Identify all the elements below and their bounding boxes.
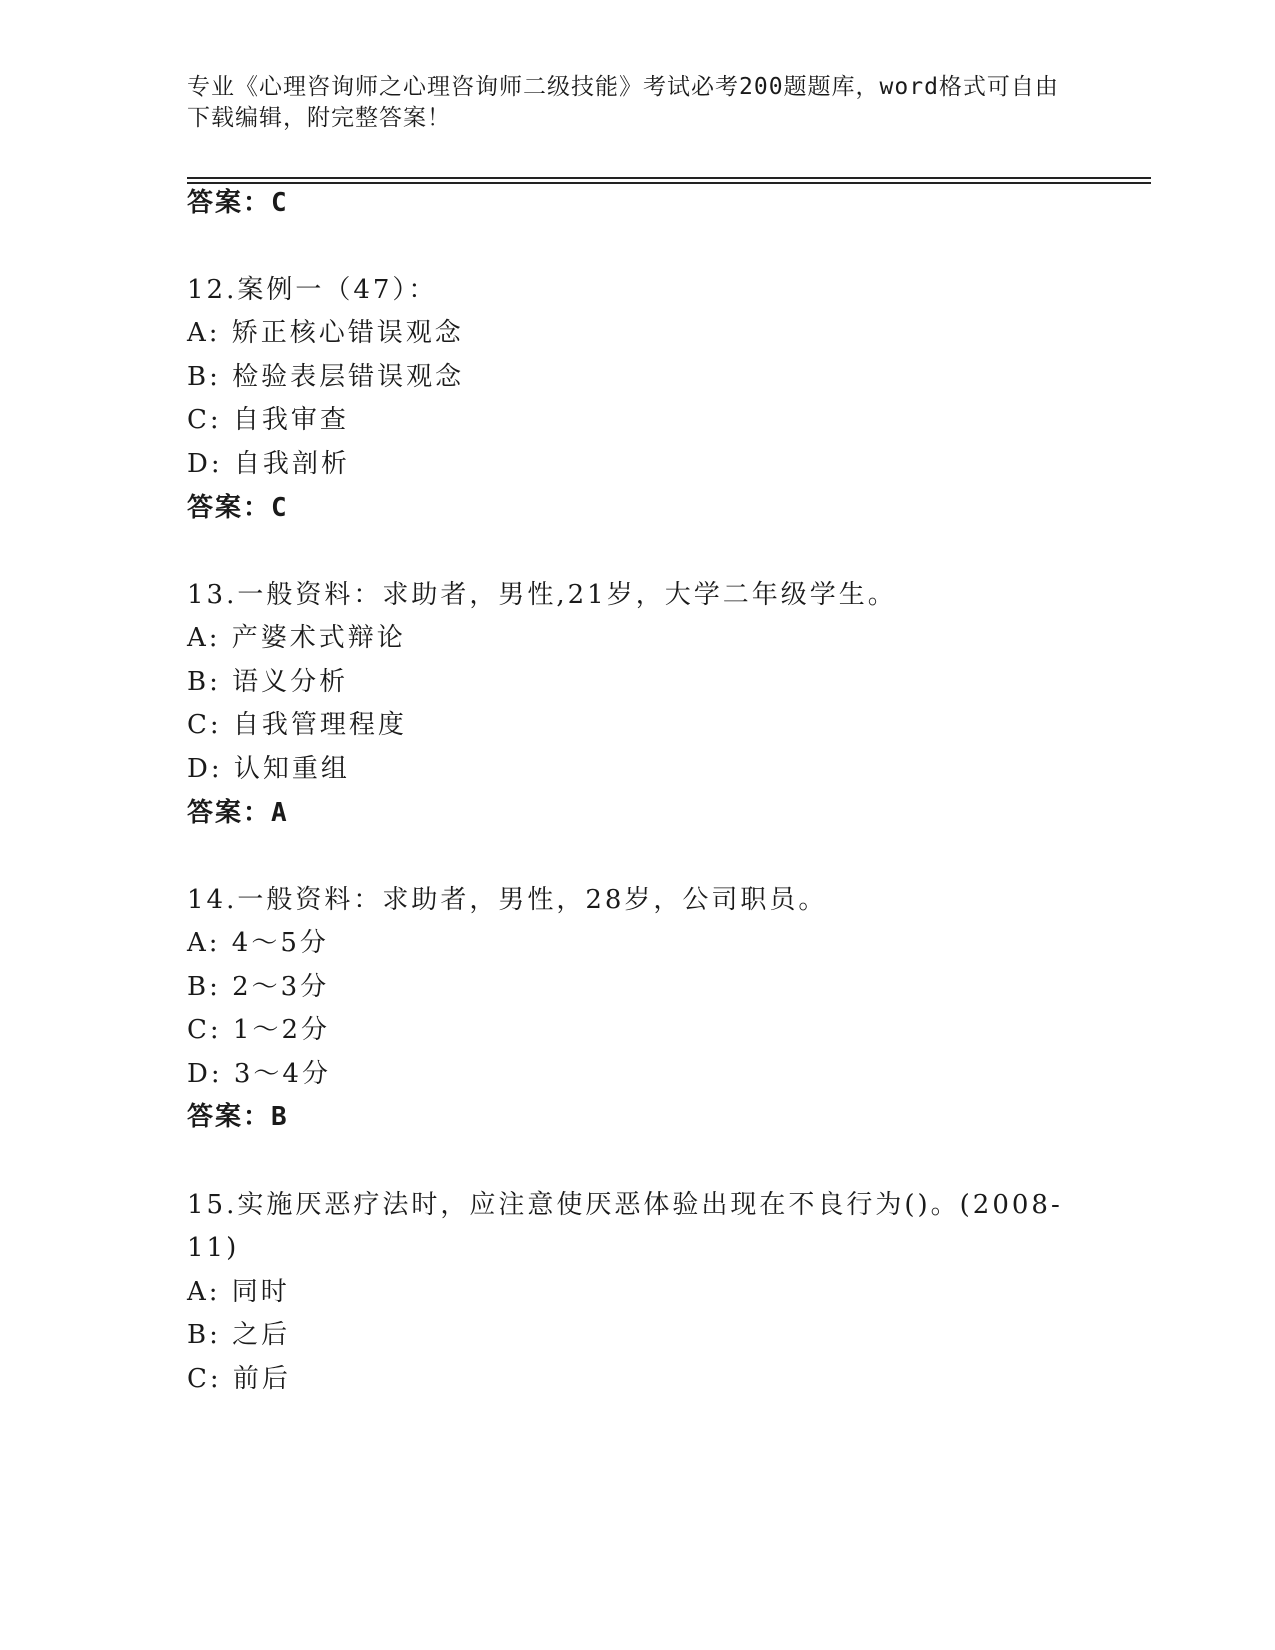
- option-b: B: 检验表层错误观念: [187, 362, 465, 392]
- answer-value: C: [271, 493, 289, 523]
- option-c: C: 前后: [187, 1364, 291, 1394]
- answer-value: A: [271, 798, 289, 828]
- option-b: B: 语义分析: [187, 667, 349, 697]
- answer-value: B: [271, 1102, 289, 1132]
- option-b: B: 2～3分: [187, 972, 330, 1002]
- option-c: C: 自我管理程度: [187, 710, 407, 740]
- option-a: A: 矫正核心错误观念: [187, 318, 464, 348]
- answer-label: 答案：: [187, 798, 272, 828]
- question-stem: 12.案例一（47）：: [187, 275, 438, 305]
- option-d: D: 认知重组: [187, 754, 350, 784]
- answer-line: [187, 491, 289, 525]
- answer-label: 答案：: [187, 493, 272, 523]
- option-b: B: 之后: [187, 1320, 291, 1350]
- answer-value: C: [271, 188, 289, 218]
- header-title: 专业《心理咨询师之心理咨询师二级技能》考试必考200题题库，word格式可自由下载编辑，附完整答案！: [187, 74, 1059, 131]
- option-d: D: 自我剖析: [187, 449, 350, 479]
- answer-line: [187, 1100, 289, 1134]
- option-a: A: 4～5分: [187, 928, 329, 958]
- option-c: C: 1～2分: [187, 1015, 331, 1045]
- answer-label: 答案：: [187, 1102, 272, 1132]
- answer-label: 答案：: [187, 188, 272, 218]
- option-c: C: 自我审查: [187, 405, 349, 435]
- question-stem-continued: 11): [187, 1233, 240, 1263]
- option-a: A: 同时: [187, 1277, 290, 1307]
- header-divider-top: [187, 177, 1151, 179]
- option-a: A: 产婆术式辩论: [187, 623, 406, 653]
- answer-line: [187, 186, 289, 220]
- question-stem: 15.实施厌恶疗法时，应注意使厌恶体验出现在不良行为()。(2008-: [187, 1190, 1063, 1220]
- option-d: D: 3～4分: [187, 1059, 331, 1089]
- question-stem: 13.一般资料：求助者，男性,21岁，大学二年级学生。: [187, 580, 897, 610]
- header-divider-bottom: [187, 182, 1151, 184]
- document-header: [187, 72, 1067, 134]
- question-stem: 14.一般资料：求助者，男性，28岁，公司职员。: [187, 885, 828, 915]
- answer-line: [187, 796, 289, 830]
